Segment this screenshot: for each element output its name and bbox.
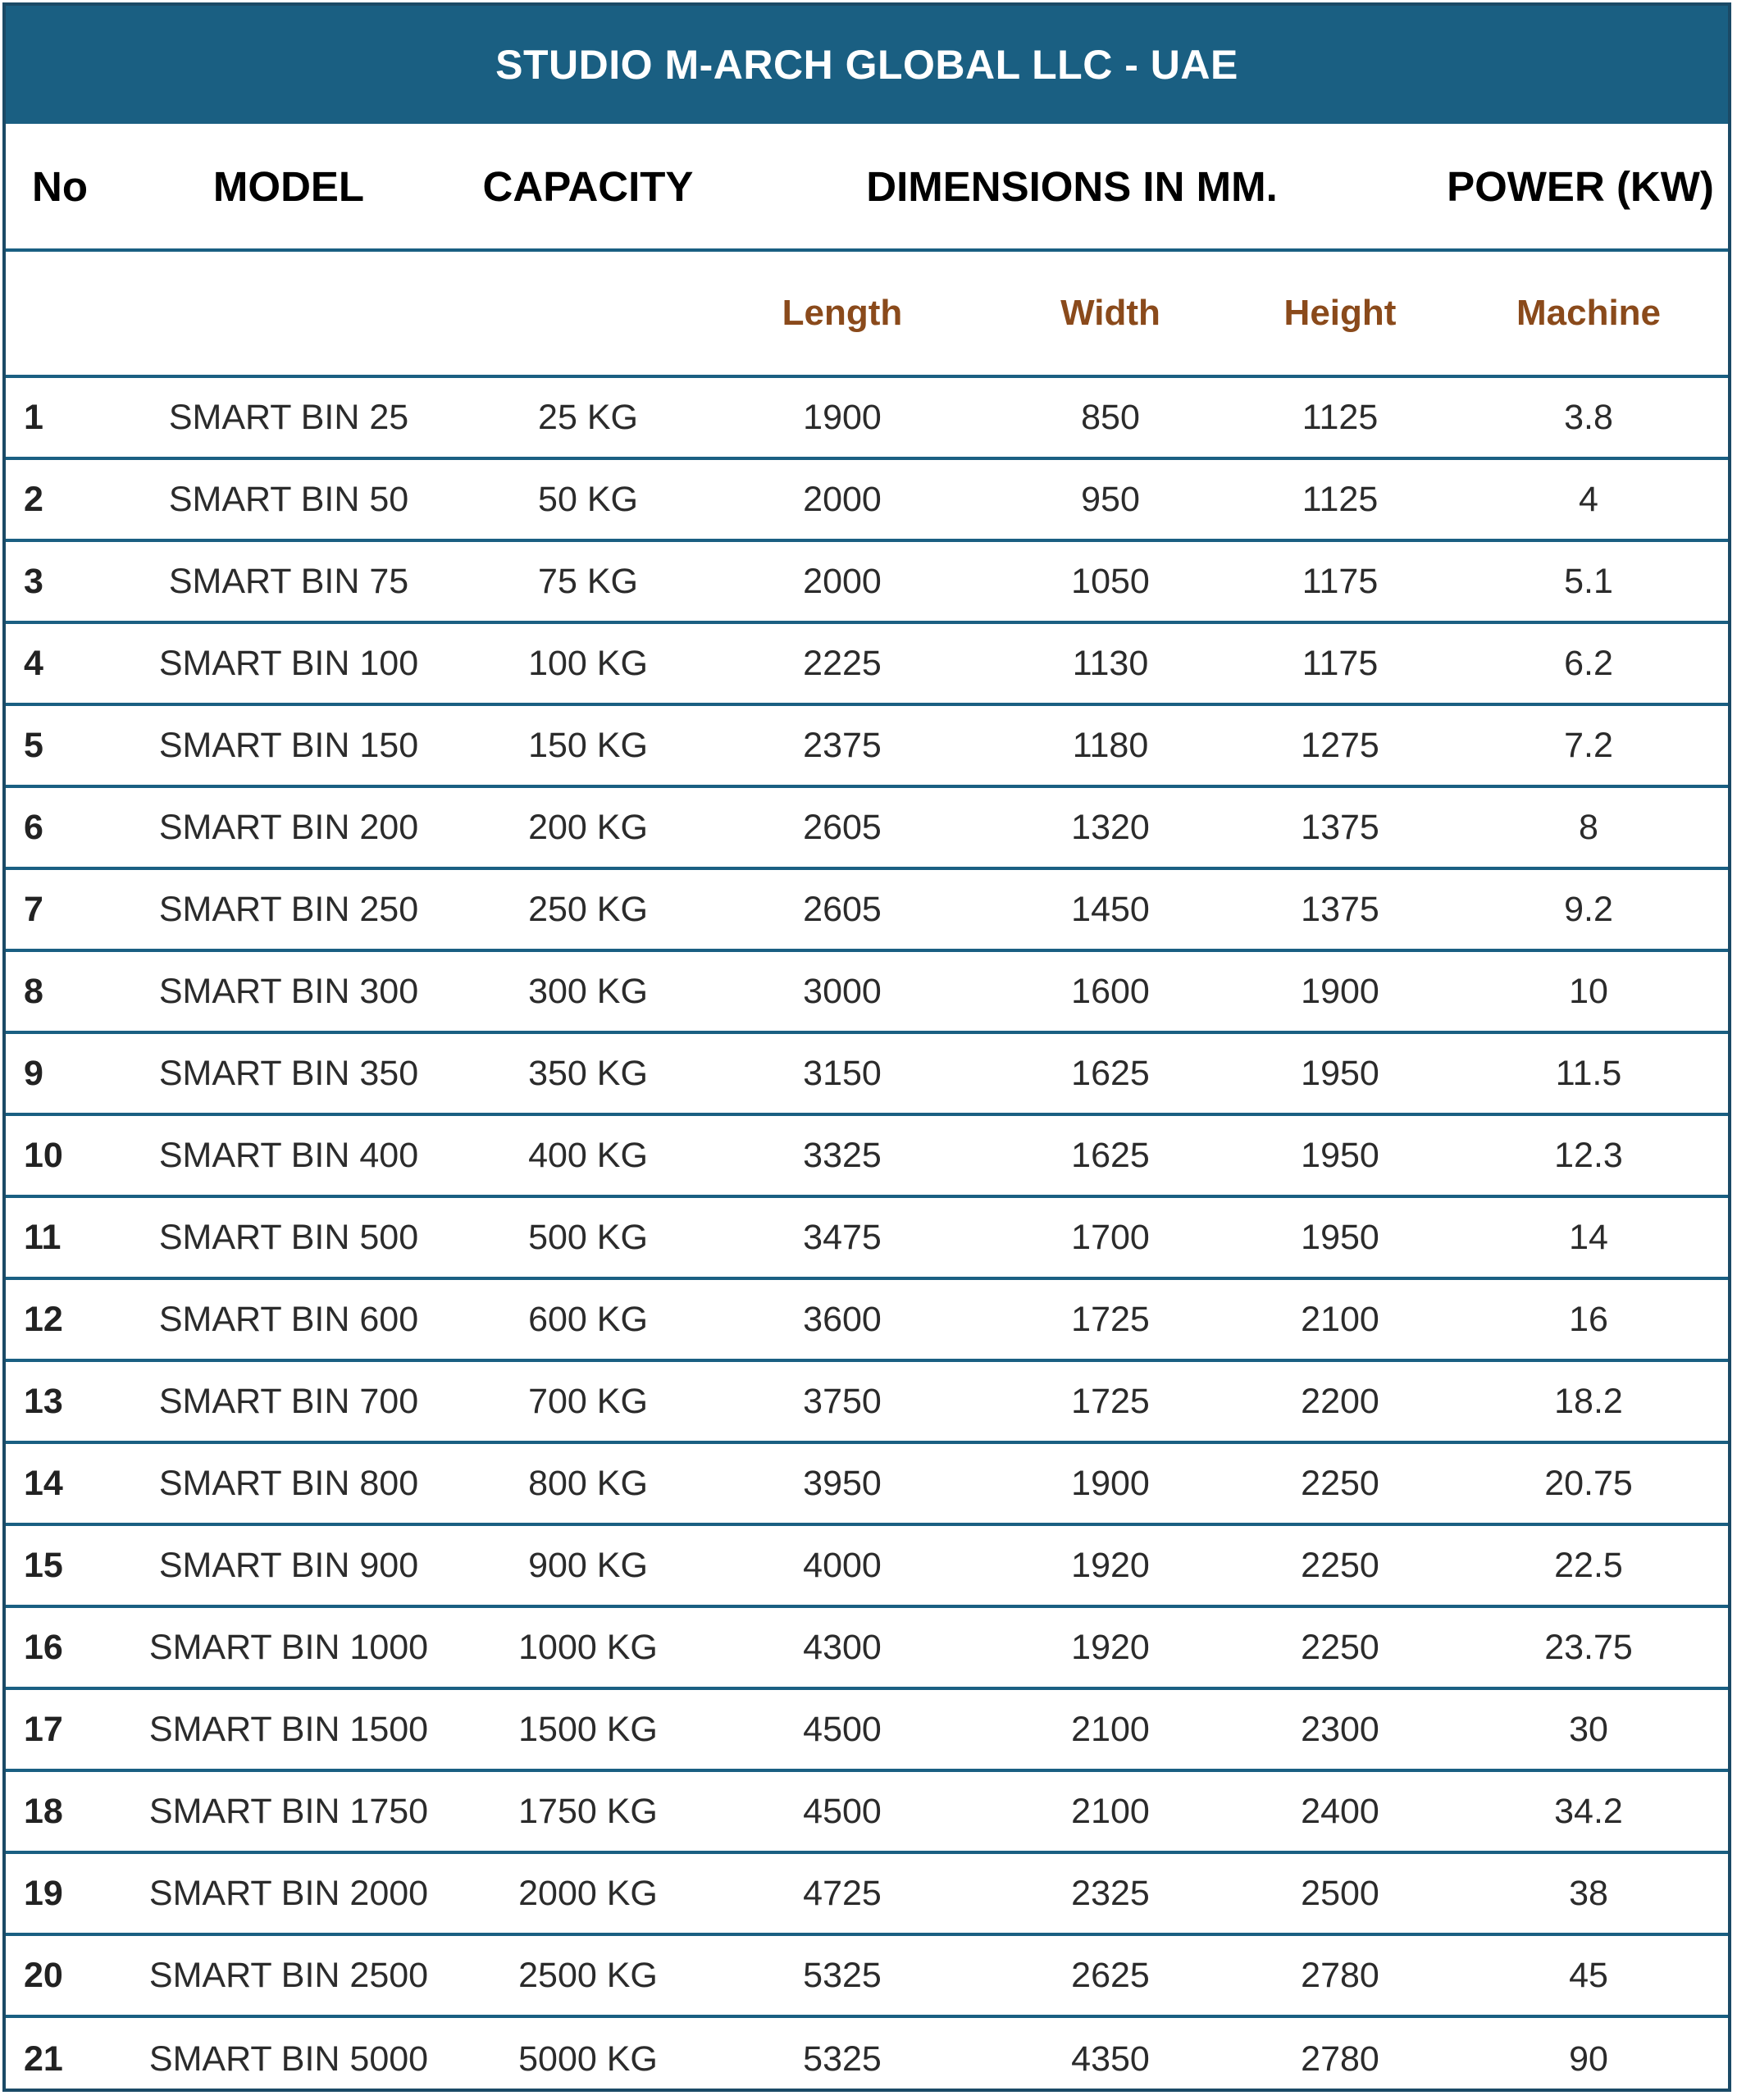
cell-capacity: 1000 KG — [518, 1627, 658, 1667]
cell-height: 1900 — [1301, 971, 1379, 1011]
cell-no: 12 — [24, 1299, 63, 1339]
cell-capacity: 100 KG — [528, 643, 648, 683]
cell-no: 5 — [24, 725, 43, 765]
cell-width: 1050 — [1071, 561, 1150, 601]
subheader-row — [6, 252, 1728, 378]
cell-length: 3000 — [803, 971, 882, 1011]
cell-power: 45 — [1569, 1955, 1608, 1995]
cell-model: SMART BIN 50 — [168, 479, 409, 519]
cell-width: 1920 — [1071, 1545, 1150, 1585]
table-row — [6, 460, 1728, 542]
cell-capacity: 1500 KG — [518, 1709, 658, 1749]
cell-length: 2375 — [803, 725, 882, 765]
cell-no: 21 — [24, 2039, 63, 2079]
cell-height: 1950 — [1301, 1135, 1379, 1175]
table-row — [6, 1608, 1728, 1690]
subheader-height: Height — [1283, 293, 1397, 333]
cell-power: 16 — [1569, 1299, 1608, 1339]
table-row — [6, 1444, 1728, 1526]
header-model: MODEL — [212, 162, 365, 210]
cell-model: SMART BIN 75 — [168, 561, 409, 601]
cell-power: 90 — [1569, 2039, 1608, 2079]
cell-no: 13 — [24, 1381, 63, 1421]
cell-height: 1175 — [1302, 643, 1379, 683]
cell-capacity: 800 KG — [528, 1463, 648, 1503]
cell-length: 4500 — [803, 1709, 882, 1749]
table-row — [6, 1198, 1728, 1280]
cell-model: SMART BIN 1500 — [148, 1709, 429, 1749]
table-row — [6, 1280, 1728, 1362]
cell-power: 23.75 — [1544, 1627, 1633, 1667]
cell-height: 2400 — [1301, 1791, 1379, 1831]
header-dimensions: DIMENSIONS IN MM. — [866, 162, 1278, 210]
subheader-machine: Machine — [1516, 293, 1662, 333]
cell-power: 34.2 — [1554, 1791, 1623, 1831]
cell-length: 2605 — [803, 807, 882, 847]
header-power: POWER (KW) — [1447, 162, 1714, 210]
cell-height: 2250 — [1301, 1463, 1379, 1503]
cell-height: 2500 — [1301, 1873, 1379, 1913]
cell-no: 15 — [24, 1545, 63, 1585]
cell-capacity: 250 KG — [528, 889, 648, 929]
cell-height: 2780 — [1301, 1955, 1379, 1995]
cell-power: 11.5 — [1555, 1053, 1622, 1093]
cell-power: 10 — [1569, 971, 1608, 1011]
table-row — [6, 788, 1728, 870]
table-row — [6, 1690, 1728, 1772]
cell-height: 2250 — [1301, 1627, 1379, 1667]
cell-capacity: 75 KG — [538, 561, 638, 601]
cell-width: 1625 — [1071, 1053, 1150, 1093]
cell-capacity: 600 KG — [528, 1299, 648, 1339]
cell-length: 3325 — [803, 1135, 882, 1175]
cell-model: SMART BIN 400 — [158, 1135, 419, 1175]
cell-no: 10 — [24, 1135, 63, 1175]
header-no: No — [32, 162, 88, 210]
cell-width: 2100 — [1071, 1791, 1150, 1831]
table-row — [6, 2018, 1728, 2100]
cell-length: 4725 — [803, 1873, 882, 1913]
cell-length: 3750 — [803, 1381, 882, 1421]
cell-model: SMART BIN 250 — [158, 889, 419, 929]
cell-model: SMART BIN 600 — [158, 1299, 419, 1339]
cell-no: 20 — [24, 1955, 63, 1995]
table-row — [6, 378, 1728, 460]
cell-capacity: 350 KG — [528, 1053, 648, 1093]
cell-power: 12.3 — [1554, 1135, 1623, 1175]
cell-width: 1600 — [1071, 971, 1150, 1011]
cell-no: 16 — [24, 1627, 63, 1667]
cell-length: 4000 — [803, 1545, 882, 1585]
table-row — [6, 1854, 1728, 1936]
cell-model: SMART BIN 1750 — [148, 1791, 429, 1831]
cell-height: 1175 — [1302, 561, 1379, 601]
cell-height: 1275 — [1301, 725, 1379, 765]
cell-width: 1130 — [1072, 643, 1149, 683]
cell-power: 30 — [1569, 1709, 1608, 1749]
cell-model: SMART BIN 200 — [158, 807, 419, 847]
cell-power: 14 — [1569, 1217, 1608, 1257]
cell-model: SMART BIN 700 — [158, 1381, 419, 1421]
cell-no: 3 — [24, 561, 43, 601]
cell-width: 2325 — [1071, 1873, 1150, 1913]
cell-width: 4350 — [1071, 2039, 1150, 2079]
cell-model: SMART BIN 150 — [158, 725, 419, 765]
cell-capacity: 2000 KG — [518, 1873, 658, 1913]
cell-power: 5.1 — [1564, 561, 1613, 601]
table-row — [6, 542, 1728, 624]
cell-model: SMART BIN 25 — [168, 397, 409, 437]
cell-capacity: 2500 KG — [518, 1955, 658, 1995]
cell-width: 850 — [1081, 397, 1140, 437]
cell-capacity: 500 KG — [528, 1217, 648, 1257]
cell-no: 19 — [24, 1873, 63, 1913]
cell-height: 2780 — [1301, 2039, 1379, 2079]
cell-no: 17 — [24, 1709, 63, 1749]
cell-capacity: 400 KG — [528, 1135, 648, 1175]
cell-width: 1725 — [1071, 1381, 1150, 1421]
cell-model: SMART BIN 100 — [158, 643, 419, 683]
cell-height: 1375 — [1301, 807, 1379, 847]
cell-model: SMART BIN 500 — [158, 1217, 419, 1257]
cell-power: 18.2 — [1554, 1381, 1623, 1421]
cell-length: 3150 — [803, 1053, 882, 1093]
cell-no: 14 — [24, 1463, 63, 1503]
cell-power: 7.2 — [1564, 725, 1613, 765]
cell-length: 2000 — [803, 561, 882, 601]
cell-length: 5325 — [803, 2039, 882, 2079]
cell-height: 1125 — [1302, 397, 1379, 437]
cell-capacity: 5000 KG — [518, 2039, 658, 2079]
cell-height: 2300 — [1301, 1709, 1379, 1749]
table-row — [6, 1526, 1728, 1608]
cell-width: 1625 — [1071, 1135, 1150, 1175]
cell-length: 4500 — [803, 1791, 882, 1831]
cell-model: SMART BIN 300 — [158, 971, 419, 1011]
cell-capacity: 50 KG — [538, 479, 638, 519]
cell-power: 22.5 — [1554, 1545, 1623, 1585]
cell-power: 6.2 — [1564, 643, 1613, 683]
cell-width: 1920 — [1071, 1627, 1150, 1667]
cell-width: 2625 — [1071, 1955, 1150, 1995]
cell-capacity: 1750 KG — [518, 1791, 658, 1831]
cell-model: SMART BIN 1000 — [148, 1627, 429, 1667]
table-row — [6, 624, 1728, 706]
cell-width: 1725 — [1071, 1299, 1150, 1339]
table-row — [6, 870, 1728, 952]
table-row — [6, 1772, 1728, 1854]
cell-height: 2200 — [1301, 1381, 1379, 1421]
subheader-length: Length — [782, 293, 903, 333]
cell-length: 2000 — [803, 479, 882, 519]
table-row — [6, 706, 1728, 788]
cell-height: 2100 — [1301, 1299, 1379, 1339]
cell-capacity: 900 KG — [528, 1545, 648, 1585]
cell-capacity: 25 KG — [538, 397, 638, 437]
cell-width: 1450 — [1071, 889, 1150, 929]
table-row — [6, 1116, 1728, 1198]
cell-capacity: 300 KG — [528, 971, 648, 1011]
table-row — [6, 1936, 1728, 2018]
cell-length: 1900 — [803, 397, 882, 437]
cell-capacity: 200 KG — [528, 807, 648, 847]
cell-height: 1950 — [1301, 1053, 1379, 1093]
cell-height: 1125 — [1302, 479, 1379, 519]
cell-power: 3.8 — [1564, 397, 1613, 437]
cell-power: 4 — [1579, 479, 1598, 519]
cell-width: 1320 — [1071, 807, 1150, 847]
cell-model: SMART BIN 2500 — [148, 1955, 429, 1995]
cell-length: 2605 — [803, 889, 882, 929]
cell-no: 4 — [24, 643, 43, 683]
cell-no: 7 — [24, 889, 43, 929]
table-title: STUDIO M-ARCH GLOBAL LLC - UAE — [6, 6, 1728, 124]
cell-model: SMART BIN 2000 — [148, 1873, 429, 1913]
cell-length: 3950 — [803, 1463, 882, 1503]
cell-model: SMART BIN 5000 — [148, 2039, 429, 2079]
cell-length: 5325 — [803, 1955, 882, 1995]
cell-height: 1950 — [1301, 1217, 1379, 1257]
cell-length: 2225 — [803, 643, 882, 683]
header-capacity: CAPACITY — [482, 162, 694, 210]
cell-length: 3600 — [803, 1299, 882, 1339]
cell-width: 1700 — [1071, 1217, 1150, 1257]
cell-height: 2250 — [1301, 1545, 1379, 1585]
cell-power: 8 — [1579, 807, 1598, 847]
cell-no: 1 — [24, 397, 43, 437]
cell-model: SMART BIN 350 — [158, 1053, 419, 1093]
cell-capacity: 700 KG — [528, 1381, 648, 1421]
cell-power: 38 — [1569, 1873, 1608, 1913]
table-row — [6, 1034, 1728, 1116]
cell-no: 8 — [24, 971, 43, 1011]
cell-power: 20.75 — [1544, 1463, 1633, 1503]
cell-no: 6 — [24, 807, 43, 847]
cell-width: 1900 — [1071, 1463, 1150, 1503]
header-row — [6, 124, 1728, 252]
cell-width: 1180 — [1072, 725, 1149, 765]
cell-length: 3475 — [803, 1217, 882, 1257]
subheader-width: Width — [1060, 293, 1160, 333]
cell-power: 9.2 — [1564, 889, 1613, 929]
cell-height: 1375 — [1301, 889, 1379, 929]
cell-length: 4300 — [803, 1627, 882, 1667]
cell-width: 950 — [1081, 479, 1140, 519]
cell-width: 2100 — [1071, 1709, 1150, 1749]
cell-no: 18 — [24, 1791, 63, 1831]
spec-table — [2, 2, 1731, 2092]
cell-capacity: 150 KG — [528, 725, 648, 765]
cell-no: 11 — [24, 1217, 62, 1257]
table-row — [6, 952, 1728, 1034]
cell-no: 2 — [24, 479, 43, 519]
cell-model: SMART BIN 800 — [158, 1463, 419, 1503]
table-row — [6, 1362, 1728, 1444]
cell-no: 9 — [24, 1053, 43, 1093]
cell-model: SMART BIN 900 — [158, 1545, 419, 1585]
